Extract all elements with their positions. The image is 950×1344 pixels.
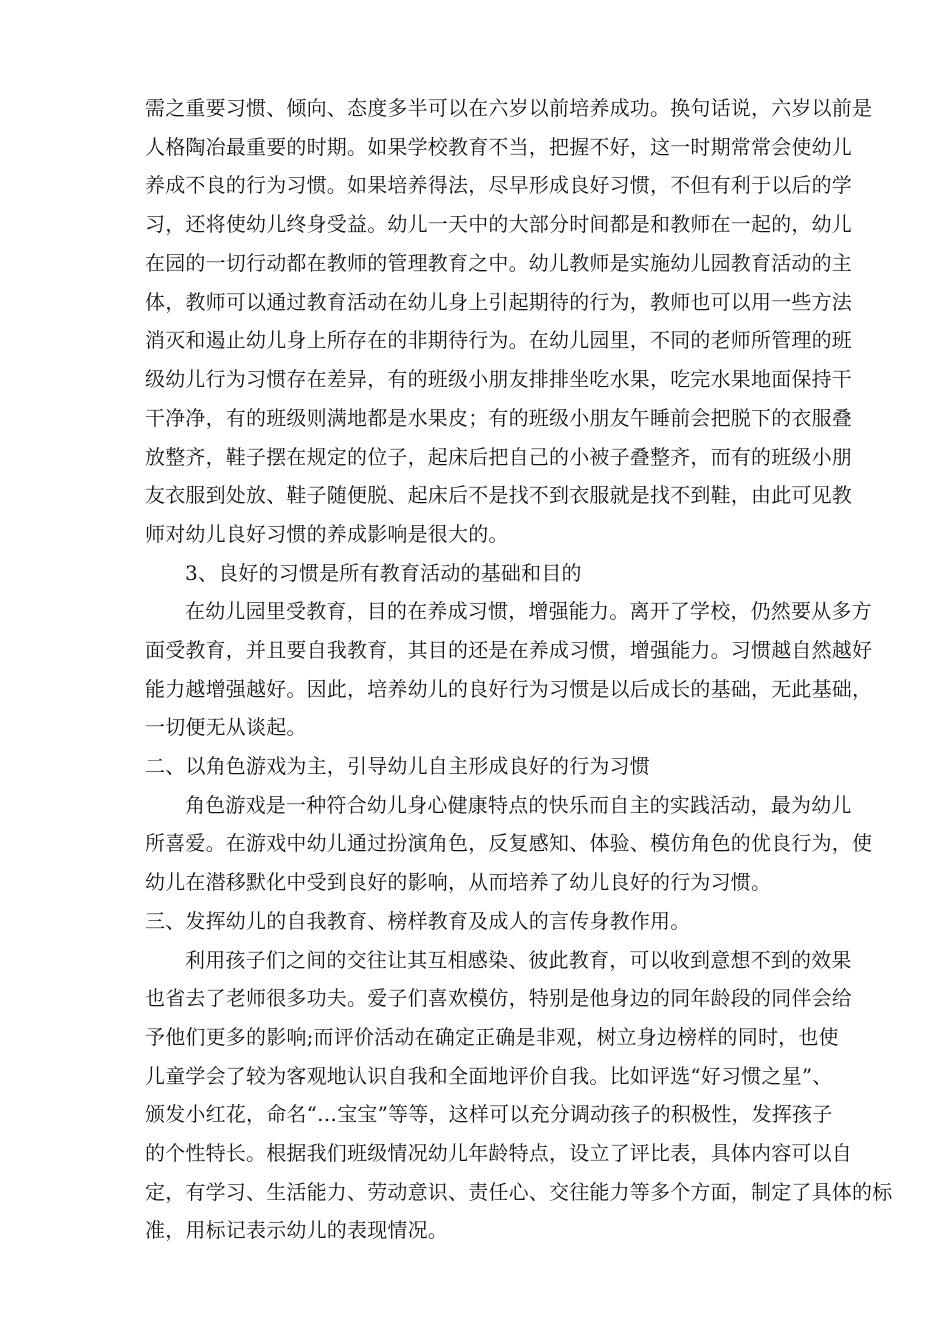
text-line: 能力越增强越好。因此，培养幼儿的良好行为习惯是以后成长的基础，无此基础，	[145, 677, 873, 701]
text-line: 面受教育，并且要自我教育，其目的还是在养成习惯，增强能力。习惯越自然越好	[145, 638, 873, 662]
text-line: 一切便无从谈起。	[145, 715, 307, 739]
text-line: 养成不良的行为习惯。如果培养得法，尽早形成良好习惯，不但有利于以后的学	[145, 173, 852, 197]
text-line: 定，有学习、生活能力、劳动意识、责任心、交往能力等多个方面，制定了具体的标	[145, 1180, 893, 1204]
text-line: 师对幼儿良好习惯的养成影响是很大的。	[145, 522, 509, 546]
text-line: 幼儿在潜移默化中受到良好的影响，从而培养了幼儿良好的行为习惯。	[145, 870, 772, 894]
text-line: 人格陶冶最重要的时期。如果学校教育不当，把握不好，这一时期常常会使幼儿	[145, 135, 852, 159]
text-line: 干净净，有的班级则满地都是水果皮；有的班级小朋友午睡前会把脱下的衣服叠	[145, 406, 852, 430]
text-line: 友衣服到处放、鞋子随便脱、起床后不是找不到衣服就是找不到鞋，由此可见教	[145, 483, 852, 507]
text-line: 予他们更多的影响;而评价活动在确定正确是非观，树立身边榜样的同时，也使	[145, 1025, 839, 1049]
text-line: 颁发小红花，命名“…宝宝”等等，这样可以充分调动孩子的积极性，发挥孩子	[145, 1102, 833, 1126]
text-line: 所喜爱。在游戏中幼儿通过扮演角色，反复感知、体验、模仿角色的优良行为，使	[145, 831, 873, 855]
text-line: 级幼儿行为习惯存在差异，有的班级小朋友排排坐吃水果，吃完水果地面保持干	[145, 367, 852, 391]
section-heading: 3、良好的习惯是所有教育活动的基础和目的	[185, 561, 582, 585]
text-line: 在园的一切行动都在教师的管理教育之中。幼儿教师是实施幼儿园教育活动的主	[145, 251, 852, 275]
text-line: 体，教师可以通过教育活动在幼儿身上引起期待的行为，教师也可以用一些方法	[145, 290, 852, 314]
text-line: 习，还将使幼儿终身受益。幼儿一天中的大部分时间都是和教师在一起的，幼儿	[145, 212, 852, 236]
section-heading: 二、以角色游戏为主，引导幼儿自主形成良好的行为习惯	[145, 754, 650, 778]
text-line: 的个性特长。根据我们班级情况幼儿年龄特点，设立了评比表，具体内容可以自	[145, 1141, 852, 1165]
paragraph-start-line: 在幼儿园里受教育，目的在养成习惯，增强能力。离开了学校，仍然要从多方	[185, 599, 872, 623]
text-line: 准，用标记表示幼儿的表现情况。	[145, 1218, 448, 1242]
text-line: 儿童学会了较为客观地认识自我和全面地评价自我。比如评选“好习惯之星”、	[145, 1064, 833, 1088]
text-line: 放整齐，鞋子摆在规定的位子，起床后把自己的小被子叠整齐，而有的班级小朋	[145, 445, 852, 469]
section-heading: 三、发挥幼儿的自我教育、榜样教育及成人的言传身教作用。	[145, 909, 691, 933]
paragraph-start-line: 利用孩子们之间的交往让其互相感染、彼此教育，可以收到意想不到的效果	[185, 948, 852, 972]
paragraph-start-line: 角色游戏是一种符合幼儿身心健康特点的快乐而自主的实践活动，最为幼儿	[185, 793, 852, 817]
text-line: 消灭和遏止幼儿身上所存在的非期待行为。在幼儿园里，不同的老师所管理的班	[145, 328, 852, 352]
text-line: 也省去了老师很多功夫。爱子们喜欢模仿，特别是他身边的同年龄段的同伴会给	[145, 986, 852, 1010]
text-line: 需之重要习惯、倾向、态度多半可以在六岁以前培养成功。换句话说，六岁以前是	[145, 96, 873, 120]
